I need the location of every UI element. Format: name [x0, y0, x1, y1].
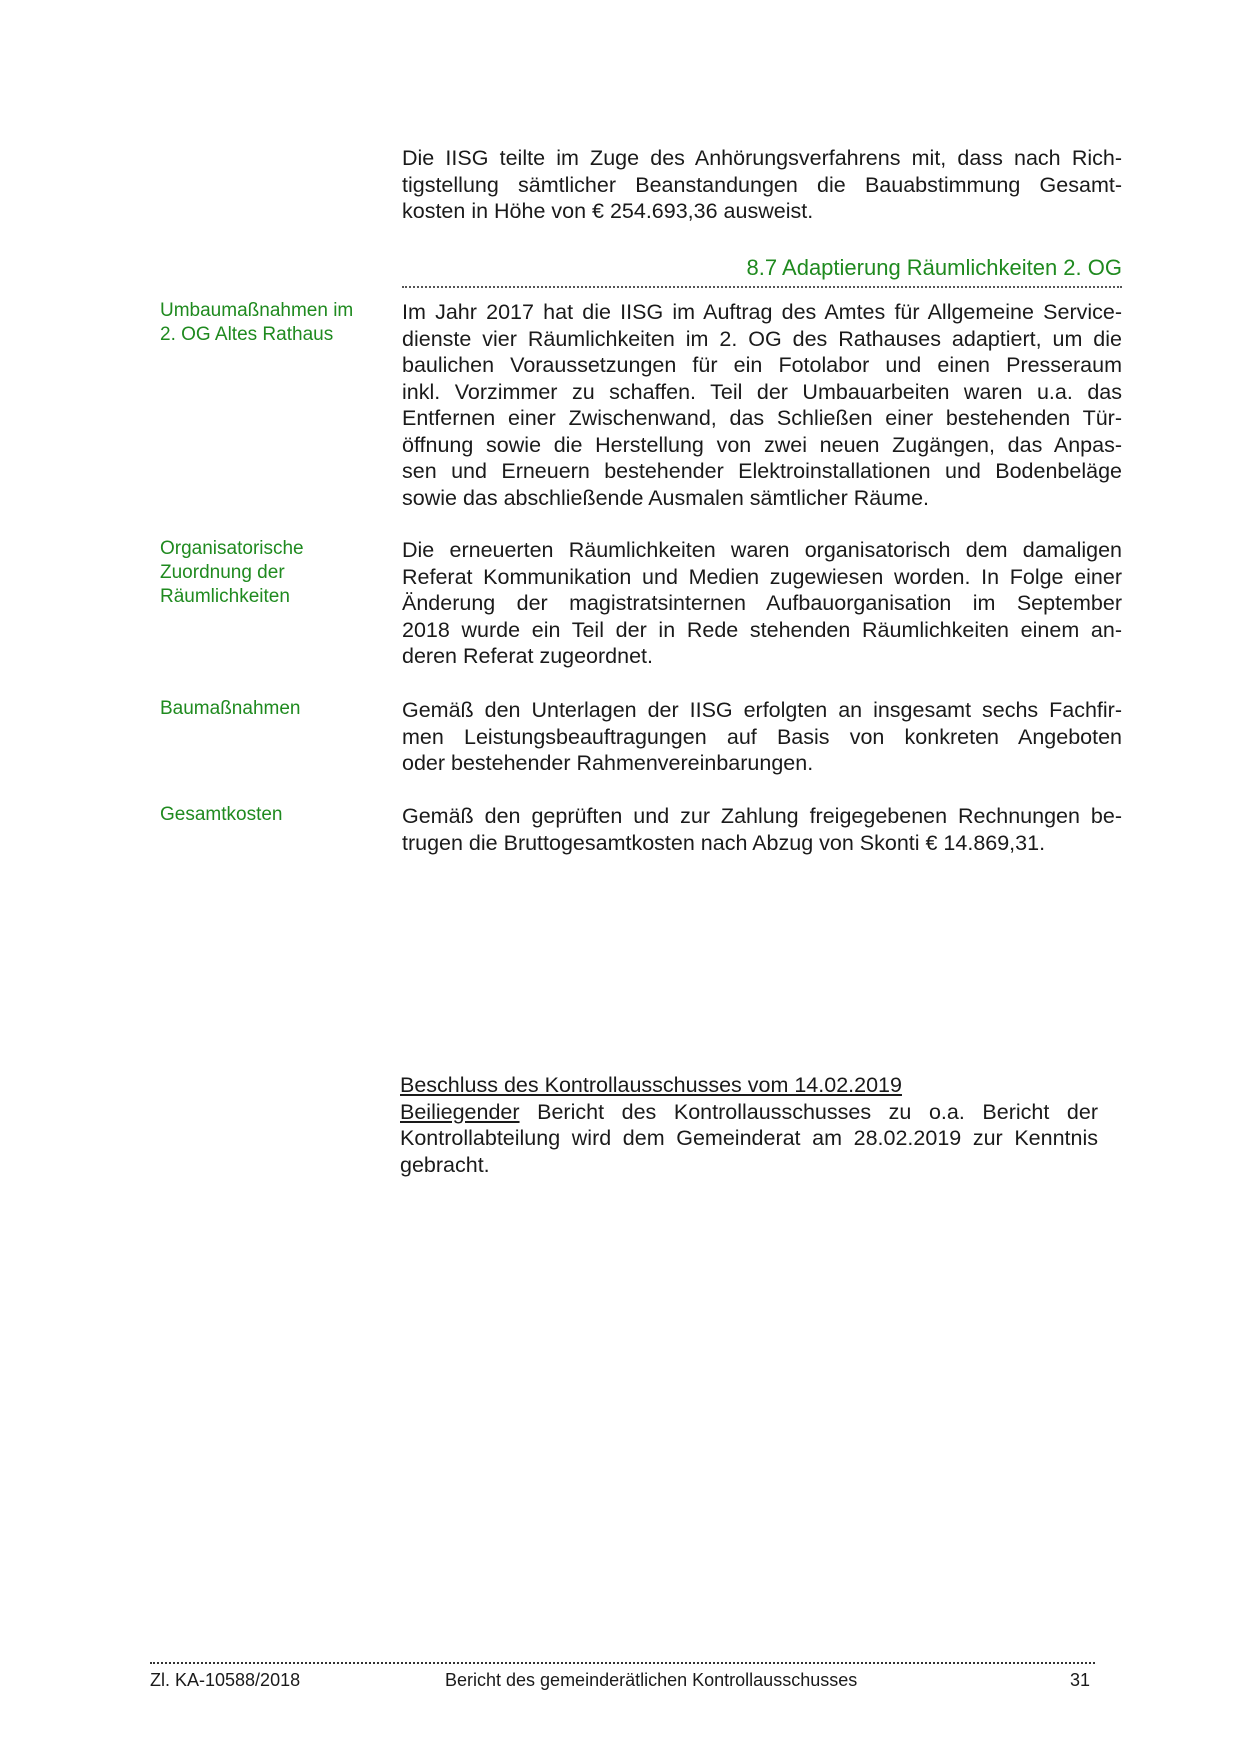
- intro-line: tigstellung sämtlicher Beanstandungen die Bauabstimmung Gesamt-: [402, 172, 1122, 197]
- decision-underlined-word: Beiliegender: [400, 1099, 520, 1124]
- paragraph-line: 2018 wurde ein Teil der in Rede stehenden Räumlichkeiten einem an-: [402, 617, 1122, 642]
- paragraph-line: deren Referat zugeordnet.: [402, 644, 653, 668]
- intro-line: kosten in Höhe von € 254.693,36 ausweist.: [402, 199, 814, 223]
- paragraph-line: Entfernen einer Zwischenwand, das Schließen einer bestehenden Tür-: [402, 406, 1122, 430]
- decision-title: Beschluss des Kontrollausschusses vom 14.02.2019: [400, 1073, 902, 1097]
- paragraph-line: öffnung sowie die Herstellung von zwei neuen Zugängen, das Anpas-: [402, 432, 1122, 457]
- paragraph-line: Im Jahr 2017 hat die IISG im Auftrag des Amtes für Allgemeine Service-: [402, 300, 1122, 324]
- decision-line: [400, 1099, 1098, 1126]
- paragraph-line: Gemäß den geprüften und zur Zahlung freigegebenen Rechnungen be-: [402, 804, 1122, 828]
- margin-label-umbaumassnahmen: [160, 299, 390, 347]
- paragraph-line: oder bestehender Rahmenvereinbarungen.: [402, 751, 814, 775]
- paragraph-line: Die erneuerten Räumlichkeiten waren organisatorisch dem damaligen: [402, 538, 1122, 562]
- footer-divider: [150, 1662, 1095, 1664]
- margin-label-line: Zuordnung der: [160, 562, 285, 583]
- paragraph-baumassnahmen: [402, 697, 1122, 777]
- paragraph-umbaumassnahmen: [402, 299, 1122, 511]
- margin-label-gesamtkosten: [160, 803, 390, 827]
- footer-page-number: 31: [1070, 1670, 1091, 1690]
- margin-label-line: Baumaßnahmen: [160, 698, 301, 719]
- margin-label-line: Räumlichkeiten: [160, 586, 290, 607]
- margin-label-line: 2. OG Altes Rathaus: [160, 324, 334, 345]
- paragraph-line: Gemäß den Unterlagen der IISG erfolgten an insgesamt sechs Fachfir-: [402, 698, 1122, 722]
- intro-line: Die IISG teilte im Zuge des Anhörungsverfahrens mit, dass nach Rich-: [402, 146, 1122, 170]
- margin-label-line: Umbaumaßnahmen im: [160, 300, 354, 321]
- decision-line: gebracht.: [400, 1152, 490, 1177]
- heading-divider: [402, 286, 1122, 288]
- footer-reference-number: Zl. KA-10588/2018: [150, 1670, 301, 1690]
- footer-report-title: Bericht des gemeinderätlichen Kontrollausschusses: [445, 1670, 858, 1690]
- paragraph-line: dienste vier Räumlichkeiten im 2. OG des Rathauses adaptiert, um die: [402, 326, 1122, 351]
- paragraph-organisatorische-zuordnung: [402, 537, 1122, 670]
- margin-label-organisatorische-zuordnung: [160, 537, 390, 609]
- paragraph-line: inkl. Vorzimmer zu schaffen. Teil der Umbauarbeiten waren u.a. das: [402, 379, 1122, 404]
- decision-line: Kontrollabteilung wird dem Gemeinderat am 28.02.2019 zur Kenntnis: [400, 1126, 1098, 1150]
- margin-label-baumassnahmen: [160, 697, 390, 721]
- committee-decision: [400, 1072, 1098, 1178]
- section-heading: 8.7 Adaptierung Räumlichkeiten 2. OG: [746, 255, 1122, 280]
- paragraph-gesamtkosten: [402, 803, 1122, 856]
- paragraph-line: sen und Erneuern bestehender Elektroinstallationen und Bodenbeläge: [402, 459, 1122, 483]
- intro-paragraph: [402, 145, 1122, 225]
- paragraph-line: Referat Kommunikation und Medien zugewiesen worden. In Folge einer: [402, 564, 1122, 589]
- margin-label-line: Organisatorische: [160, 538, 304, 559]
- margin-label-line: Gesamtkosten: [160, 804, 283, 825]
- paragraph-line: baulichen Voraussetzungen für ein Fotolabor und einen Presseraum: [402, 353, 1122, 377]
- decision-line1-rest: Bericht des Kontrollausschusses zu o.a. Bericht der: [519, 1099, 1098, 1124]
- paragraph-line: sowie das abschließende Ausmalen sämtlicher Räume.: [402, 485, 930, 510]
- paragraph-line: men Leistungsbeauftragungen auf Basis von konkreten Angeboten: [402, 724, 1122, 749]
- paragraph-line: trugen die Bruttogesamtkosten nach Abzug von Skonti € 14.869,31.: [402, 830, 1046, 855]
- paragraph-line: Änderung der magistratsinternen Aufbauorganisation im September: [402, 591, 1122, 615]
